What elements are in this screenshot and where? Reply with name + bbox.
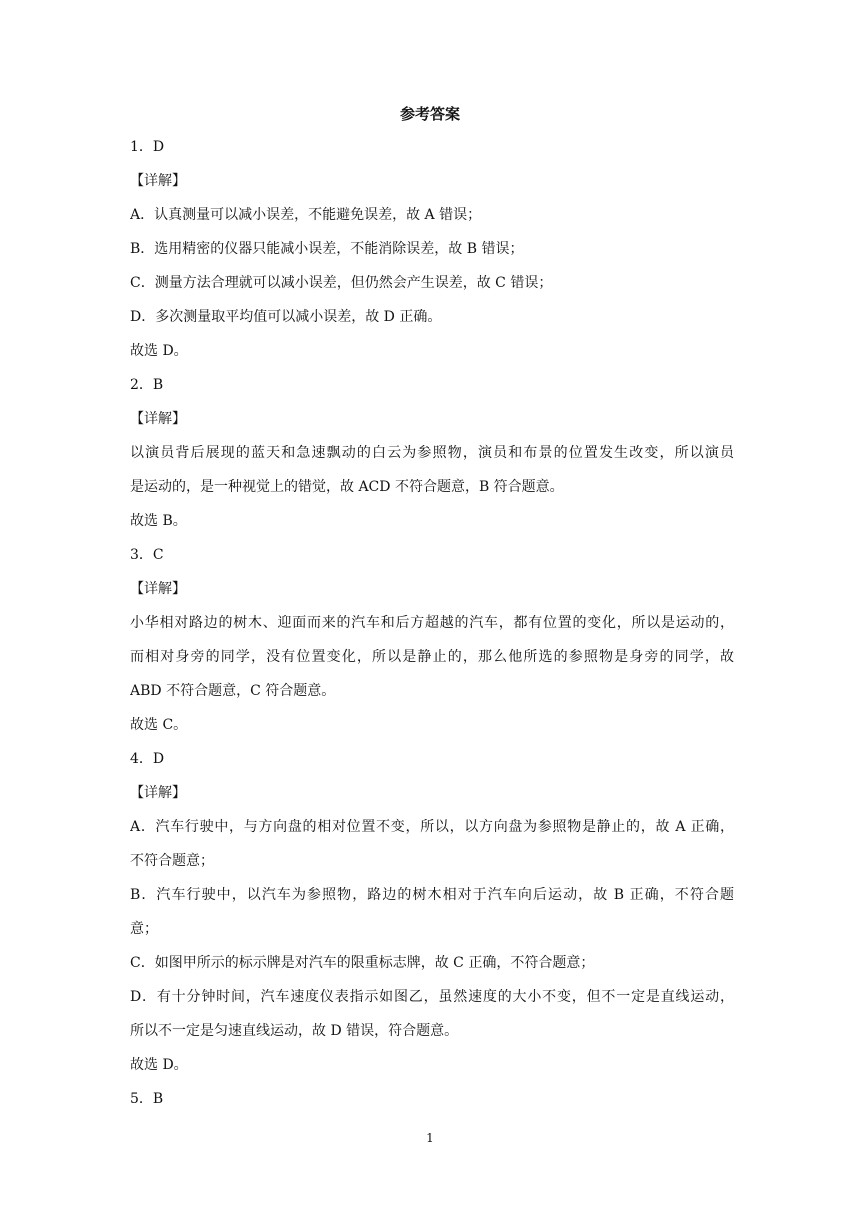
explanation-heading: 【详解】 (130, 581, 186, 597)
explanation-line: 是运动的，是一种视觉上的错觉，故 ACD 不符合题意，B 符合题意。 (130, 479, 564, 495)
explanation-heading: 【详解】 (130, 785, 186, 801)
explanation-line: B．选用精密的仪器只能减小误差，不能消除误差，故 B 错误； (130, 241, 524, 257)
answer-number: 5．B (130, 1091, 164, 1107)
answer-number: 3．C (130, 547, 164, 563)
page-number: 1 (426, 1131, 434, 1145)
explanation-line: A．认真测量可以减小误差，不能避免误差，故 A 错误； (130, 207, 482, 223)
explanation-line: D．多次测量取平均值可以减小误差，故 D 正确。 (130, 309, 442, 325)
explanation-line: ABD 不符合题意，C 符合题意。 (130, 683, 336, 699)
explanation-line: 以演员背后展现的蓝天和急速飘动的白云为参照物，演员和布景的位置发生改变，所以演员 (130, 445, 734, 461)
answer-number: 2．B (130, 377, 164, 393)
explanation-line: A．汽车行驶中，与方向盘的相对位置不变，所以，以方向盘为参照物是静止的，故 A 正确， (130, 819, 734, 835)
answer-number: 1．D (130, 139, 165, 155)
conclusion-line: 故选 D。 (130, 1057, 188, 1073)
explanation-line: 不符合题意； (130, 853, 214, 869)
page-title: 参考答案 (399, 105, 460, 123)
explanation-line: 小华相对路边的树木、迎面而来的汽车和后方超越的汽车，都有位置的变化，所以是运动的， (130, 615, 734, 631)
conclusion-line: 故选 D。 (130, 343, 188, 359)
explanation-line: 所以不一定是匀速直线运动，故 D 错误，符合题意。 (130, 1023, 459, 1039)
conclusion-line: 故选 C。 (130, 717, 188, 733)
explanation-line: D．有十分钟时间，汽车速度仪表指示如图乙，虽然速度的大小不变，但不一定是直线运动， (130, 989, 734, 1005)
explanation-line: 而相对身旁的同学，没有位置变化，所以是静止的，那么他所选的参照物是身旁的同学，故 (130, 649, 734, 665)
conclusion-line: 故选 B。 (130, 513, 187, 529)
explanation-heading: 【详解】 (130, 173, 186, 189)
explanation-line: C．如图甲所示的标示牌是对汽车的限重标志牌，故 C 正确，不符合题意； (130, 955, 595, 971)
explanation-heading: 【详解】 (130, 411, 186, 427)
explanation-line: C．测量方法合理就可以减小误差，但仍然会产生误差，故 C 错误； (130, 275, 553, 291)
explanation-line: 意； (130, 921, 158, 937)
explanation-line: B．汽车行驶中，以汽车为参照物，路边的树木相对于汽车向后运动，故 B 正确，不符合题 (130, 887, 734, 903)
answer-content (130, 130, 734, 1116)
answer-number: 4．D (130, 751, 165, 767)
